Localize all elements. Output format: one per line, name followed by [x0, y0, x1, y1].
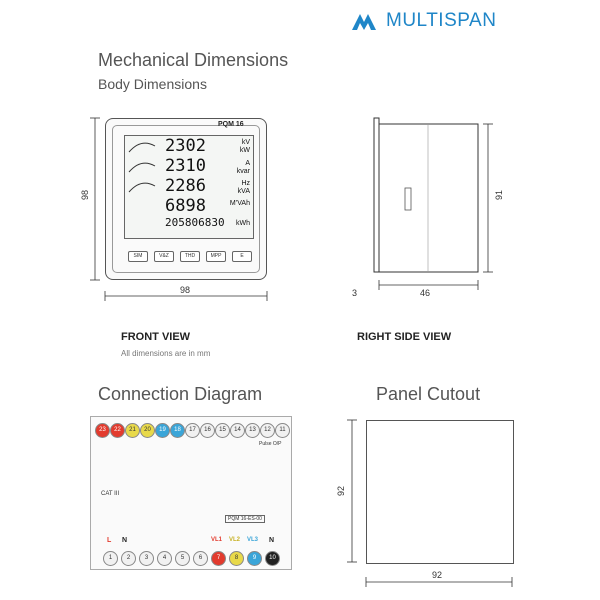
terminal-12: 12 [260, 423, 275, 438]
lcd-row-2: 2310 [165, 156, 206, 176]
meter-model: PQM 16 [218, 121, 244, 128]
cutout-height-label: 92 [336, 485, 347, 497]
connection-diagram [90, 416, 292, 570]
terminal-18: 18 [170, 423, 185, 438]
key-vz[interactable]: V&Z [154, 251, 174, 262]
key-sim[interactable]: SIM [128, 251, 148, 262]
front-width-label: 98 [180, 285, 191, 295]
pulse-label: Pulse O/P [259, 441, 282, 447]
terminal-8: 8 [229, 551, 244, 566]
phase-vl3-label: VL3 [247, 537, 259, 543]
terminal-1: 1 [103, 551, 118, 566]
terminal-22: 22 [110, 423, 125, 438]
terminal-23: 23 [95, 423, 110, 438]
aux-l-label: L [107, 537, 112, 544]
front-view-label: FRONT VIEW [121, 331, 191, 343]
phase-vl2-label: VL2 [229, 537, 241, 543]
phase-vl1-label: VL1 [211, 537, 223, 543]
right-side-view-label: RIGHT SIDE VIEW [357, 331, 452, 343]
terminal-17: 17 [185, 423, 200, 438]
model-tag: PQM 16-ES-00 [225, 515, 265, 523]
terminal-21: 21 [125, 423, 140, 438]
lcd-energy: 205806830 [165, 216, 225, 229]
aux-n-label: N [122, 537, 128, 544]
lcd-row-4: 6898 [165, 196, 206, 216]
brand-name: MULTISPAN [386, 10, 497, 31]
terminal-14: 14 [230, 423, 245, 438]
terminal-6: 6 [193, 551, 208, 566]
cat-label: CAT III [101, 491, 120, 497]
terminal-4: 4 [157, 551, 172, 566]
lcd-unit-kv: kV [241, 139, 250, 146]
cutout-width-label: 92 [432, 570, 443, 580]
terminal-20: 20 [140, 423, 155, 438]
lcd-row-1: 2302 [165, 136, 206, 156]
terminal-13: 13 [245, 423, 260, 438]
body-dimensions-subtitle: Body Dimensions [98, 76, 207, 92]
terminal-16: 16 [200, 423, 215, 438]
lcd-unit-a: A [245, 160, 250, 167]
lcd-row-3: 2286 [165, 176, 206, 196]
key-e[interactable]: E [232, 251, 252, 262]
key-thd[interactable]: THD [180, 251, 200, 262]
terminal-9: 9 [247, 551, 262, 566]
side-height-label: 91 [494, 189, 505, 201]
mechanical-dimensions-title: Mechanical Dimensions [98, 50, 289, 70]
terminal-5: 5 [175, 551, 190, 566]
phase-n-label: N [269, 537, 275, 544]
terminal-19: 19 [155, 423, 170, 438]
terminal-15: 15 [215, 423, 230, 438]
panel-cutout-title: Panel Cutout [376, 384, 481, 404]
terminal-2: 2 [121, 551, 136, 566]
panel-cutout-square [366, 420, 514, 564]
lcd-energy-unit: kWh [236, 220, 250, 227]
lcd-unit-kw: kW [239, 147, 250, 154]
lcd-unit-kva: kVA [237, 188, 250, 195]
dimensions-note: All dimensions are in mm [121, 349, 211, 358]
side-depth-label: 46 [420, 288, 431, 298]
key-mpp[interactable]: MPP [206, 251, 226, 262]
terminal-3: 3 [139, 551, 154, 566]
terminal-7: 7 [211, 551, 226, 566]
front-height-label: 98 [80, 189, 91, 201]
terminal-11: 11 [275, 423, 290, 438]
lcd-unit-hz: Hz [241, 180, 250, 187]
terminal-10: 10 [265, 551, 280, 566]
lcd-unit-kvar: kvar [236, 168, 250, 175]
connection-diagram-title: Connection Diagram [98, 384, 263, 404]
side-bezel-label: 3 [352, 288, 358, 298]
lcd-unit-mvah: M’VAh [229, 200, 250, 207]
